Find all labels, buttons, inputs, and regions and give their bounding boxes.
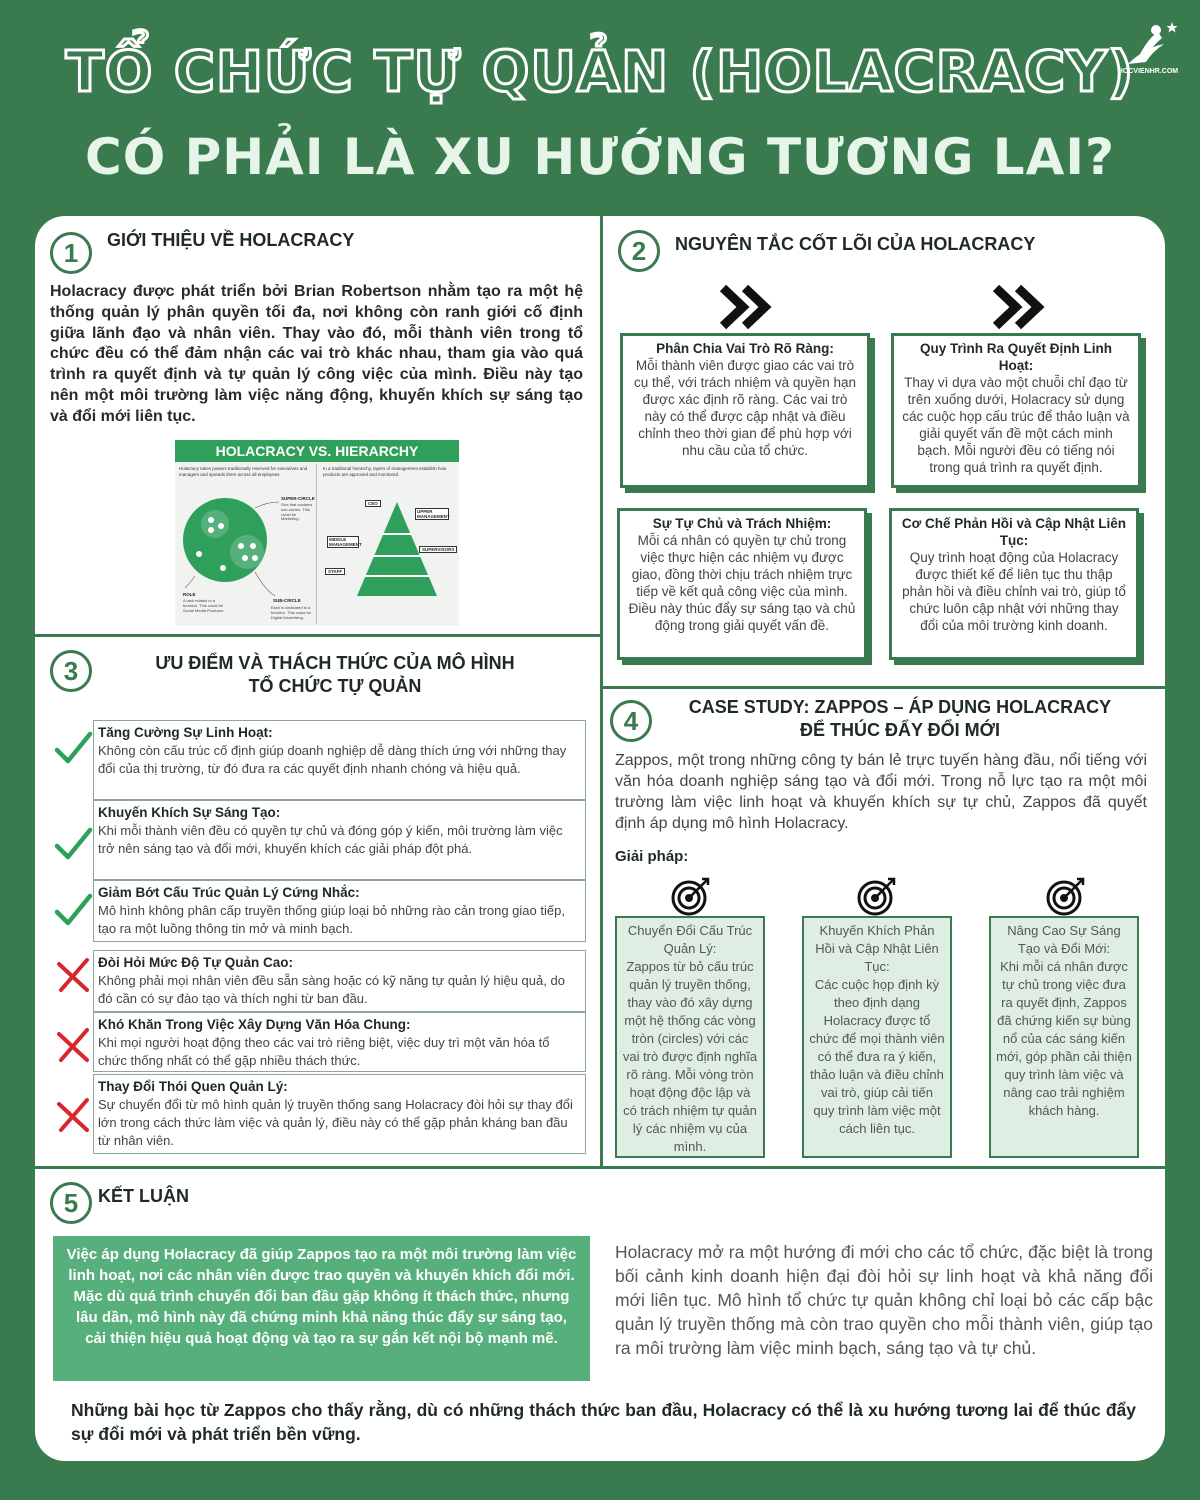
section3-title-line2: TỔ CHỨC TỰ QUẢN <box>248 676 422 696</box>
principle-title: Cơ Chế Phản Hồi và Cập Nhật Liên Tục: <box>901 516 1127 548</box>
section3-number: 3 <box>50 650 92 692</box>
holacracy-vs-hierarchy-figure <box>175 440 459 626</box>
final-statement: Những bài học từ Zappos cho thấy rằng, dù có những thách thức ban đầu, Holacracy có thể là xu hướng tương lai để thúc đẩy sự đổi mới và phát triển bền vững. <box>71 1400 1136 1444</box>
con-item-body: Khi mọi người hoạt động theo các vai trò riêng biệt, việc duy trì một văn hóa tổ chức thống nhất có thể gặp nhiều thách thức. <box>98 1035 550 1068</box>
desc-role: A task related to a function. This could be Social Media Producer. <box>183 598 225 613</box>
figure-left-caption: Holacracy takes powers traditionally reserved for executives and managers and spreads them across all employees. <box>179 466 308 477</box>
pro-item-title: Giảm Bớt Cấu Trúc Quản Lý Cứng Nhắc: <box>98 885 360 900</box>
principle-body: Mỗi thành viên được giao các vai trò cụ thể, với trách nhiệm và quyền hạn được xác định rõ ràng. Các vai trò này có thể được cập nhật và điều chỉnh theo thời gian để phù hợp với nhu cầu của tổ chức. <box>634 358 856 458</box>
principle-card <box>889 508 1139 660</box>
case-study-body: Zappos, một trong những công ty bán lẻ trực tuyến hàng đầu, nổi tiếng với văn hóa doanh nghiệp sáng tạo và đổi mới. Trong nỗ lực tạo ra một môi trường làm việc linh hoạt và khuyến khích sự tự chủ, Zappos đã quyết định áp dụng mô hình Holacracy. <box>615 752 1147 832</box>
target-icon <box>857 876 897 916</box>
label-sub-circle: SUB-CIRCLE <box>273 598 301 603</box>
section4-title-line1: CASE STUDY: ZAPPOS – ÁP DỤNG HOLACRACY <box>688 697 1112 717</box>
section4-number: 4 <box>610 700 652 742</box>
section3-title-line1: ƯU ĐIỂM VÀ THÁCH THỨC CỦA MÔ HÌNH <box>155 653 515 673</box>
label-ceo: CEO <box>365 500 381 507</box>
con-item <box>93 1012 586 1072</box>
section2-number: 2 <box>618 230 660 272</box>
label-role: ROLE <box>183 592 196 597</box>
con-item-title: Khó Khăn Trong Việc Xây Dựng Văn Hóa Chung: <box>98 1017 411 1032</box>
con-item-title: Đòi Hỏi Mức Độ Tự Quản Cao: <box>98 955 294 970</box>
label-middle-management: MIDDLE MANAGEMENT <box>329 537 362 547</box>
principle-title: Quy Trình Ra Quyết Định Linh Hoạt: <box>919 341 1112 373</box>
section5-title: KẾT LUẬN <box>98 1186 189 1206</box>
section3-title <box>95 652 575 698</box>
double-chevron-icon <box>717 282 777 332</box>
principle-card <box>891 333 1141 488</box>
target-icon <box>1046 876 1086 916</box>
page-title-line1: TỔ CHỨC TỰ QUẢN (HOLACRACY) <box>65 40 1135 105</box>
con-item-body: Không phải mọi nhân viên đều sẵn sàng hoặc có kỹ năng tự quản lý hiệu quả, do đó cần có sự đào tạo và thích nghi từ ban đầu. <box>98 973 565 1006</box>
solution-card <box>615 916 765 1158</box>
principle-title: Phân Chia Vai Trò Rõ Ràng: <box>656 341 834 356</box>
logo-text: HOCVIENHR.COM <box>1117 68 1179 75</box>
target-icon <box>671 876 711 916</box>
principle-card <box>620 333 870 488</box>
pro-item-body: Mô hình không phân cấp truyền thống giúp loại bỏ những rào cản trong giao tiếp, tạo ra một luồng thông tin mở và minh bạch. <box>98 903 565 936</box>
desc-sub-circle: Each is dedicated to a function. This could be Digital Advertising. <box>271 605 311 620</box>
section1-title: GIỚI THIỆU VỀ HOLACRACY <box>107 230 355 250</box>
checkmark-icon <box>53 890 93 930</box>
section1-number: 1 <box>50 232 92 274</box>
solution-body: Zappos từ bỏ cấu trúc quản lý truyền thống, thay vào đó xây dựng một hệ thống các vòng tròn (circles) với các vai trò được định nghĩa rõ ràng. Mỗi vòng tròn hoạt động độc lập và có trách nhiệm tự quản lý các nhiệm vụ của mình. <box>622 959 758 1154</box>
checkmark-icon <box>53 728 93 768</box>
solution-body: Các cuộc họp định kỳ theo định dạng Holacracy được tổ chức để mọi thành viên có thể đưa ra ý kiến, thảo luận và điều chỉnh vai trò, giúp cải tiến quy trình làm việc một cách liên tục. <box>809 977 945 1136</box>
pro-item <box>93 720 586 800</box>
solution-card <box>802 916 952 1158</box>
solution-card <box>989 916 1139 1158</box>
section4-title <box>655 696 1145 742</box>
con-item-title: Thay Đổi Thói Quen Quản Lý: <box>98 1079 288 1094</box>
figure-title: HOLACRACY VS. HIERARCHY <box>175 440 459 462</box>
con-item <box>93 1074 586 1154</box>
section5-number: 5 <box>50 1182 92 1224</box>
cross-icon <box>53 956 93 996</box>
con-item-body: Sự chuyển đổi từ mô hình quản lý truyền thống sang Holacracy đòi hỏi sự thay đổi lớn trong cách thức làm việc và quản lý, điều này có thể gặp phản kháng ban đầu từ nhân viên. <box>98 1097 573 1148</box>
section4-title-line2: ĐỂ THÚC ĐẨY ĐỔI MỚI <box>799 720 1001 740</box>
cross-icon <box>53 1026 93 1066</box>
solution-body: Khi mỗi cá nhân được tự chủ trong việc đưa ra quyết định, Zappos đã chứng kiến sự bùng nổ của các sáng kiến mới, góp phần cải thiện quy trình làm việc và nâng cao trải nghiệm khách hàng. <box>996 959 1132 1118</box>
section2-title: NGUYÊN TẮC CỐT LÕI CỦA HOLACRACY <box>675 234 1036 254</box>
pro-item-title: Tăng Cường Sự Linh Hoạt: <box>98 725 273 740</box>
solutions-label: Giải pháp: <box>615 848 689 865</box>
label-super-circle: SUPER-CIRCLE <box>281 496 315 501</box>
pro-item-body: Khi mỗi thành viên đều có quyền tự chủ và đóng góp ý kiến, môi trường làm việc trở nên sáng tạo và đổi mới, khuyến khích các giải pháp đột phá. <box>98 823 563 856</box>
principle-body: Thay vì dựa vào một chuỗi chỉ đạo từ trên xuống dưới, Holacracy sử dụng các cuộc họp cấu trúc để thảo luận và giải quyết vấn đề một cách minh bạch. Mỗi người đều có tiếng nói trong quá trình ra quyết định. <box>902 375 1130 475</box>
pro-item <box>93 880 586 942</box>
principle-body: Quy trình hoạt động của Holacracy được thiết kế để liên tục thu thập phản hồi và điều chỉnh vai trò, giúp tổ chức luôn cập nhật với những thay đổi của môi trường kinh doanh. <box>902 550 1126 633</box>
conclusion-text: Holacracy mở ra một hướng đi mới cho các tổ chức, đặc biệt là trong bối cảnh kinh doanh hiện đại đòi hỏi sự linh hoạt và khả năng đổi mới liên tục. Mô hình tổ chức tự quản không chỉ loại bỏ các cấp bậc quản lý truyền thống mà còn trao quyền cho mỗi thành viên, giúp tạo ra môi trường làm việc minh bạch, sáng tạo và tự chủ. <box>615 1242 1153 1358</box>
principle-body: Mỗi cá nhân có quyền tự chủ trong việc thực hiện các nhiệm vụ được giao, đồng thời chịu trách nhiệm trực tiếp về kết quả công việc của mình. Điều này thúc đẩy sự sáng tạo và chủ động trong giải quyết vấn đề. <box>628 533 856 633</box>
solution-title: Nâng Cao Sự Sáng Tạo và Đổi Mới: <box>1007 923 1121 956</box>
pro-item-title: Khuyến Khích Sự Sáng Tạo: <box>98 805 281 820</box>
double-chevron-icon <box>990 282 1050 332</box>
label-upper-management: UPPER MANAGEMENT <box>417 509 450 519</box>
label-supervisors: SUPERVISORS <box>419 546 457 553</box>
page-title-line2: CÓ PHẢI LÀ XU HƯỚNG TƯƠNG LAI? <box>85 128 1115 186</box>
cross-icon <box>53 1096 93 1136</box>
desc-super-circle: One that contains sub-circles. This could be Marketing. <box>281 502 313 522</box>
label-staff: STAFF <box>325 568 345 575</box>
figure-right-caption: In a traditional hierarchy, layers of management establish how products are approved and monitored. <box>323 466 447 477</box>
pro-item-body: Không còn cấu trúc cố định giúp doanh nghiệp dễ dàng thích ứng với những thay đổi của thị trường, từ đó đưa ra các quyết định nhanh chóng và hiệu quả. <box>98 743 567 776</box>
pro-item <box>93 800 586 880</box>
con-item <box>93 950 586 1012</box>
section1-body: Holacracy được phát triển bởi Brian Robertson nhằm tạo ra một hệ thống quản lý phân quyền tối đa, nơi không còn ranh giới cố định giữa lãnh đạo và nhân viên. Thay vào đó, mỗi thành viên trong tổ chức đều có thể đảm nhận các vai trò khác nhau, tham gia vào quá trình ra quyết định và tự quản lý công việc của mình. Điều này tạo nên một môi trường làm việc năng động, khuyến khích sự sáng tạo và đổi mới liên tục. <box>50 283 583 425</box>
principle-card <box>617 508 867 660</box>
principle-title: Sự Tự Chủ và Trách Nhiệm: <box>652 516 832 531</box>
checkmark-icon <box>53 824 93 864</box>
solution-title: Khuyến Khích Phản Hồi và Cập Nhật Liên Tục: <box>815 923 939 974</box>
solution-title: Chuyển Đổi Cấu Trúc Quản Lý: <box>627 923 753 956</box>
content-card <box>35 216 1165 1461</box>
conclusion-highlight: Việc áp dụng Holacracy đã giúp Zappos tạo ra một môi trường làm việc linh hoạt, nơi các nhân viên được trao quyền và khuyến khích đổi mới. Mặc dù quá trình chuyển đổi ban đầu gặp không ít thách thức, nhưng lâu dần, mô hình này đã chứng minh khả năng thúc đẩy sự sáng tạo, cải thiện hiệu quả hoạt động và tạo ra sự gắn kết nội bộ mạnh mẽ. <box>53 1236 590 1381</box>
